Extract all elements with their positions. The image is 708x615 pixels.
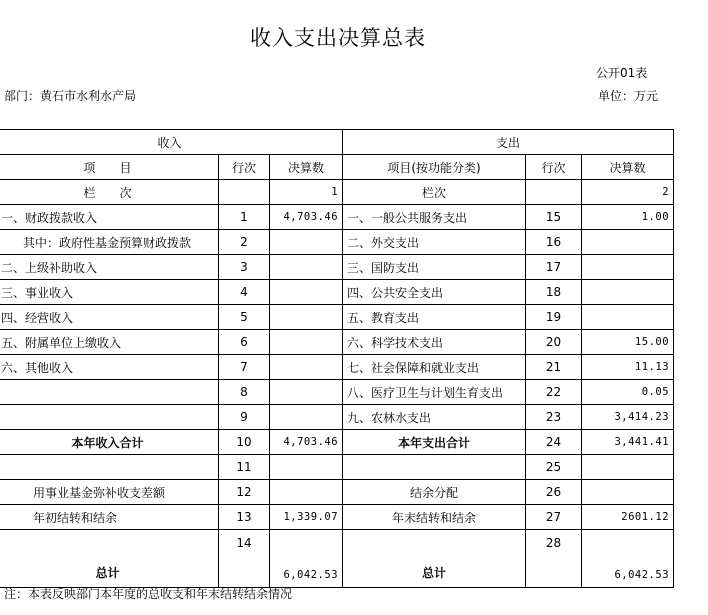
grand-total-row — [0, 530, 674, 588]
income-row-no: 3 — [219, 255, 270, 280]
income-row-no: 1 — [219, 205, 270, 230]
table-row — [0, 355, 674, 380]
expense-amount — [582, 455, 674, 480]
expense-row-no: 15 — [526, 205, 582, 230]
income-row-no: 14 — [219, 530, 270, 588]
expense-amount-header: 决算数 — [582, 155, 674, 180]
unit-label: 单位：万元 — [598, 89, 659, 103]
income-grand-total-amount: 6,042.53 — [270, 530, 343, 588]
expense-row-no: 27 — [526, 505, 582, 530]
form-number: 公开01表 — [596, 66, 648, 80]
column-label-2: 栏次 — [343, 180, 526, 205]
expense-amount: 11.13 — [582, 355, 674, 380]
income-grand-total-label: 总计 — [0, 530, 219, 588]
income-item: 五、附属单位上缴收入 — [0, 330, 219, 355]
header-row-columns — [0, 155, 674, 180]
income-expense-table — [0, 129, 674, 588]
column-number-2: 2 — [582, 180, 674, 205]
income-year-total-amount: 4,703.46 — [270, 430, 343, 455]
expense-item: 六、科学技术支出 — [343, 330, 526, 355]
expense-year-total-label: 本年支出合计 — [343, 430, 526, 455]
income-amount — [270, 405, 343, 430]
expense-amount: 2601.12 — [582, 505, 674, 530]
year-total-row — [0, 430, 674, 455]
expense-item: 一、一般公共服务支出 — [343, 205, 526, 230]
income-amount-header: 决算数 — [270, 155, 343, 180]
income-amount — [270, 355, 343, 380]
income-item: 用事业基金弥补收支差额 — [0, 480, 219, 505]
expense-item — [343, 455, 526, 480]
report-title: 收入支出决算总表 — [250, 26, 426, 50]
income-amount: 1,339.07 — [270, 505, 343, 530]
income-row-no: 10 — [219, 430, 270, 455]
income-section-header: 收入 — [0, 130, 343, 155]
income-row-no: 5 — [219, 305, 270, 330]
table-row — [0, 505, 674, 530]
expense-item: 三、国防支出 — [343, 255, 526, 280]
expense-row-no: 25 — [526, 455, 582, 480]
expense-item: 七、社会保障和就业支出 — [343, 355, 526, 380]
expense-amount — [582, 230, 674, 255]
income-item: 四、经营收入 — [0, 305, 219, 330]
income-amount — [270, 330, 343, 355]
expense-row-no: 24 — [526, 430, 582, 455]
column-number-row — [0, 180, 674, 205]
income-row-no: 2 — [219, 230, 270, 255]
income-amount — [270, 305, 343, 330]
income-amount — [270, 230, 343, 255]
income-amount — [270, 480, 343, 505]
column-label-blank-2 — [526, 180, 582, 205]
expense-row-no: 17 — [526, 255, 582, 280]
expense-row-no: 22 — [526, 380, 582, 405]
income-item: 一、财政拨款收入 — [0, 205, 219, 230]
expense-section-header: 支出 — [343, 130, 674, 155]
income-item-header: 项 目 — [0, 155, 219, 180]
expense-item: 八、医疗卫生与计划生育支出 — [343, 380, 526, 405]
column-label: 栏 次 — [0, 180, 219, 205]
table-row — [0, 405, 674, 430]
expense-item: 年末结转和结余 — [343, 505, 526, 530]
expense-item: 五、教育支出 — [343, 305, 526, 330]
expense-amount: 1.00 — [582, 205, 674, 230]
income-amount — [270, 255, 343, 280]
income-item — [0, 380, 219, 405]
income-item — [0, 455, 219, 480]
header-row-sections — [0, 130, 674, 155]
expense-row-no: 26 — [526, 480, 582, 505]
expense-row-no: 28 — [526, 530, 582, 588]
income-row-no: 12 — [219, 480, 270, 505]
expense-row-no: 21 — [526, 355, 582, 380]
income-row-no: 8 — [219, 380, 270, 405]
expense-amount — [582, 280, 674, 305]
table-row — [0, 305, 674, 330]
income-row-no: 7 — [219, 355, 270, 380]
income-amount — [270, 455, 343, 480]
table-row — [0, 455, 674, 480]
column-label-blank — [219, 180, 270, 205]
expense-amount — [582, 305, 674, 330]
expense-rowno-header: 行次 — [526, 155, 582, 180]
expense-amount: 3,414.23 — [582, 405, 674, 430]
income-rowno-header: 行次 — [219, 155, 270, 180]
expense-item: 二、外交支出 — [343, 230, 526, 255]
income-row-no: 9 — [219, 405, 270, 430]
income-item: 二、上级补助收入 — [0, 255, 219, 280]
expense-grand-total-label: 总计 — [343, 530, 526, 588]
expense-year-total-amount: 3,441.41 — [582, 430, 674, 455]
expense-item: 九、农林水支出 — [343, 405, 526, 430]
expense-row-no: 20 — [526, 330, 582, 355]
table-row — [0, 380, 674, 405]
income-row-no: 11 — [219, 455, 270, 480]
footnote: 注：本表反映部门本年度的总收支和年末结转结余情况 — [4, 587, 293, 601]
table-row — [0, 230, 674, 255]
income-year-total-label: 本年收入合计 — [0, 430, 219, 455]
expense-grand-total-amount: 6,042.53 — [582, 530, 674, 588]
income-row-no: 4 — [219, 280, 270, 305]
expense-amount — [582, 255, 674, 280]
expense-row-no: 16 — [526, 230, 582, 255]
table-row — [0, 205, 674, 230]
income-amount — [270, 380, 343, 405]
column-number-1: 1 — [270, 180, 343, 205]
department-label: 部门：黄石市水利水产局 — [4, 89, 137, 103]
income-item: 三、事业收入 — [0, 280, 219, 305]
expense-item: 四、公共安全支出 — [343, 280, 526, 305]
expense-amount: 15.00 — [582, 330, 674, 355]
table-row — [0, 255, 674, 280]
table-row — [0, 330, 674, 355]
expense-row-no: 19 — [526, 305, 582, 330]
income-row-no: 13 — [219, 505, 270, 530]
expense-row-no: 23 — [526, 405, 582, 430]
table-row — [0, 280, 674, 305]
table-row — [0, 480, 674, 505]
income-item: 六、其他收入 — [0, 355, 219, 380]
income-row-no: 6 — [219, 330, 270, 355]
expense-amount — [582, 480, 674, 505]
income-item: 年初结转和结余 — [0, 505, 219, 530]
income-amount: 4,703.46 — [270, 205, 343, 230]
expense-item-header: 项目(按功能分类) — [343, 155, 526, 180]
expense-item: 结余分配 — [343, 480, 526, 505]
income-item: 其中：政府性基金预算财政拨款 — [0, 230, 219, 255]
income-item — [0, 405, 219, 430]
expense-row-no: 18 — [526, 280, 582, 305]
income-amount — [270, 280, 343, 305]
expense-amount: 0.05 — [582, 380, 674, 405]
